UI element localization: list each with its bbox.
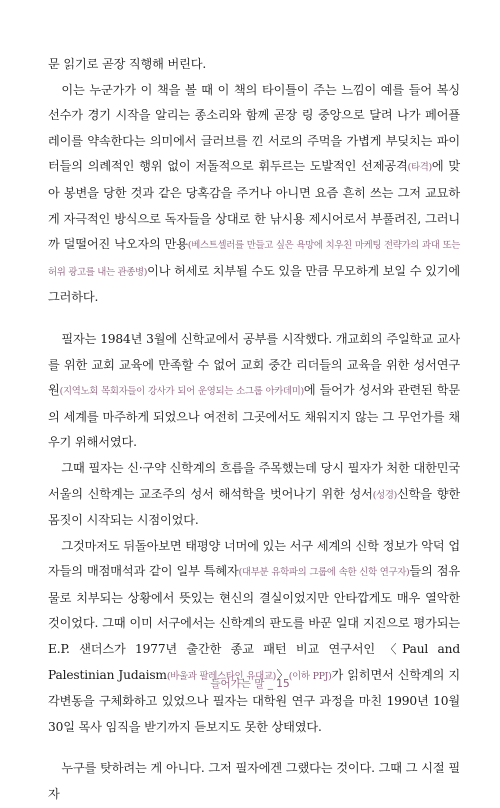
body-paragraph bbox=[48, 456, 460, 534]
running-footer: 들어가는 말 _ 15 bbox=[210, 678, 290, 690]
inline-annotation: (지역노회 목회자들이 강사가 되어 운영되는 소그룹 아카데미) bbox=[59, 386, 304, 398]
inline-annotation: (바울과 팔레스타인 유대교) bbox=[166, 670, 276, 682]
text-run: 이나 허세로 치부될 수도 있을 만큼 무모하게 보일 수 있기에 그러하다. bbox=[48, 263, 460, 305]
text-run: 신학을 향한 몸짓이 시작되는 시점이었다. bbox=[48, 486, 460, 528]
inline-annotation: (이하 PPJ) bbox=[288, 670, 332, 682]
page-body bbox=[48, 52, 460, 808]
body-paragraph bbox=[48, 756, 460, 807]
paragraph-gap bbox=[48, 311, 460, 327]
inline-annotation: (타격) bbox=[407, 162, 432, 174]
text-run: 가 읽히면서 신학계의 지각변동을 구체화하고 있었으나 필자는 대학원 연구 과정을 마친 1990년 10월 30일 목사 임직을 받기까지 듣보지도 못한 상태였다. bbox=[48, 667, 460, 734]
text-run: 누구를 탓하려는 게 아니다. 그저 필자에겐 그랬다는 것이다. 그때 그 시절 필자 bbox=[48, 761, 460, 802]
text-run: 들의 점유물로 치부되는 상황에서 뜻있는 현신의 결실이었지만 안타깝게도 매우 열악한 것이었다. 그때 이미 서구에서는 신학계의 판도를 바꾼 일대 지진으로 평가되는 E.P. 샌더스가 1977년 출간한 종교 패턴 비교 연구서인 〈Paul and Palestinian Judaism bbox=[48, 564, 460, 682]
body-paragraph bbox=[48, 327, 460, 456]
inline-annotation: (대부분 유학파의 그룹에 속한 신학 연구자) bbox=[238, 567, 410, 579]
text-run: 그때 필자는 신·구약 신학계의 흐름을 주목했는데 당시 필자가 처한 대한민국 서울의 신학계는 교조주의 성서 해석학을 벗어나기 위한 성서 bbox=[48, 460, 460, 501]
text-run: 그것마저도 뒤돌아보면 태평양 너머에 있는 서구 세계의 신학 정보가 악덕 업자들의 매점매석과 같이 일부 특혜자 bbox=[48, 538, 460, 579]
text-run: 필자는 1984년 3월에 신학교에서 공부를 시작했다. 개교회의 주일학교 교사를 위한 교회 교육에 만족할 수 없어 교회 중간 리더들의 교육을 위한 성서연구원 bbox=[48, 331, 460, 398]
inline-annotation: (베스트셀러를 만들고 싶은 욕망에 치우친 마케팅 전략가의 과대 또는 허위 광고를 내는 관종병) bbox=[48, 240, 460, 278]
text-run: 에 들어가 성서와 관련된 학문의 세계를 마주하게 되었으나 여전히 그곳에서도 채워지지 않는 그 무언가를 채우기 위해서였다. bbox=[48, 383, 460, 450]
text-run: 에 맞아 봉변을 당한 것과 같은 당혹감을 주거나 아니면 요즘 흔히 쓰는 그저 교묘하게 자극적인 방식으로 독자들을 상대로 한 낚시용 제시어로서 부풀려진, 그러니까 덜떨어진 낙오자의 만용 bbox=[48, 159, 460, 252]
text-run: 〉 bbox=[275, 667, 289, 682]
body-paragraph bbox=[48, 52, 460, 78]
text-run: 이는 누군가가 이 책을 볼 때 이 책의 타이틀이 주는 느낌이 예를 들어 복싱 선수가 경기 시작을 알리는 종소리와 함께 곧장 링 중앙으로 달려 나가 페어플레이를 약속한다는 의미에서 글러브를 낀 서로의 주먹을 가볍게 부딪치는 파이터들의 의례적인 행위 없이 저돌적으로 휘두르는 도발적인 선제공격 bbox=[48, 82, 460, 174]
paragraph-gap bbox=[48, 740, 460, 756]
body-paragraph bbox=[48, 534, 460, 741]
body-paragraph bbox=[48, 78, 460, 311]
inline-annotation: (성경) bbox=[372, 489, 397, 501]
text-run: 문 읽기로 곧장 직행해 버린다. bbox=[48, 57, 207, 71]
